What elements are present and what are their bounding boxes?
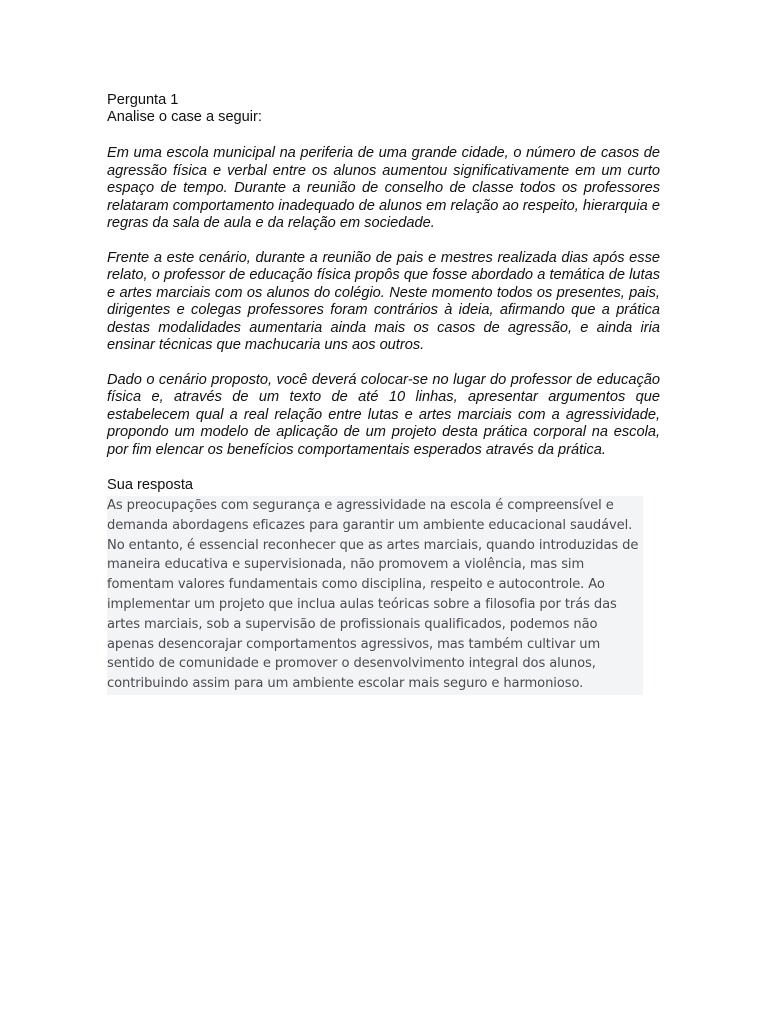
answer-label: Sua resposta [107, 477, 193, 493]
case-paragraph-1: Em uma escola municipal na periferia de uma grande cidade, o número de casos de agressão física e verbal entre os alunos aumentou significativamente em um curto espaço de tempo. Durante a reunião de conselho de classe todos os professores relataram comportamento inadequado de alunos em relação ao respeito, hierarquia e regras da sala de aula e da relação em sociedade. [107, 145, 660, 231]
answer-text: As preocupações com segurança e agressividade na escola é compreensível e demanda abordagens eficazes para garantir um ambiente educacional saudável. No entanto, é essencial reconhecer que as artes marciais, quando introduzidas de maneira educativa e supervisionada, não promovem a violência, mas sim fomentam valores fundamentais como disciplina, respeito e autocontrole. Ao implementar um projeto que inclua aulas teóricas sobre a filosofia por trás das artes marciais, sob a supervisão de profissionais qualificados, podemos não apenas desencorajar comportamentos agressivos, mas também cultivar um sentido de comunidade e promover o desenvolvimento integral dos alunos, contribuindo assim para um ambiente escolar mais seguro e harmonioso. [107, 496, 643, 695]
document-page [107, 92, 660, 695]
question-instruction: Analise o case a seguir: [107, 109, 262, 125]
question-title: Pergunta 1 [107, 92, 179, 108]
case-paragraph-3: Dado o cenário proposto, você deverá colocar-se no lugar do professor de educação física e, através de um texto de até 10 linhas, apresentar argumentos que estabelecem qual a real relação entre lutas e artes marciais com a agressividade, propondo um modelo de aplicação de um projeto desta prática corporal na escola, por fim elencar os benefícios comportamentais esperados através da prática. [107, 371, 660, 458]
case-paragraph-2: Frente a este cenário, durante a reunião de pais e mestres realizada dias após esse relato, o professor de educação física propôs que fosse abordado a temática de lutas e artes marciais com os alunos do colégio. Neste momento todos os presentes, pais, dirigentes e colegas professores foram contrários à ideia, afirmando que a prática destas modalidades aumentaria ainda mais os casos de agressão, e ainda iria ensinar técnicas que machucaria uns aos outros. [107, 249, 660, 353]
